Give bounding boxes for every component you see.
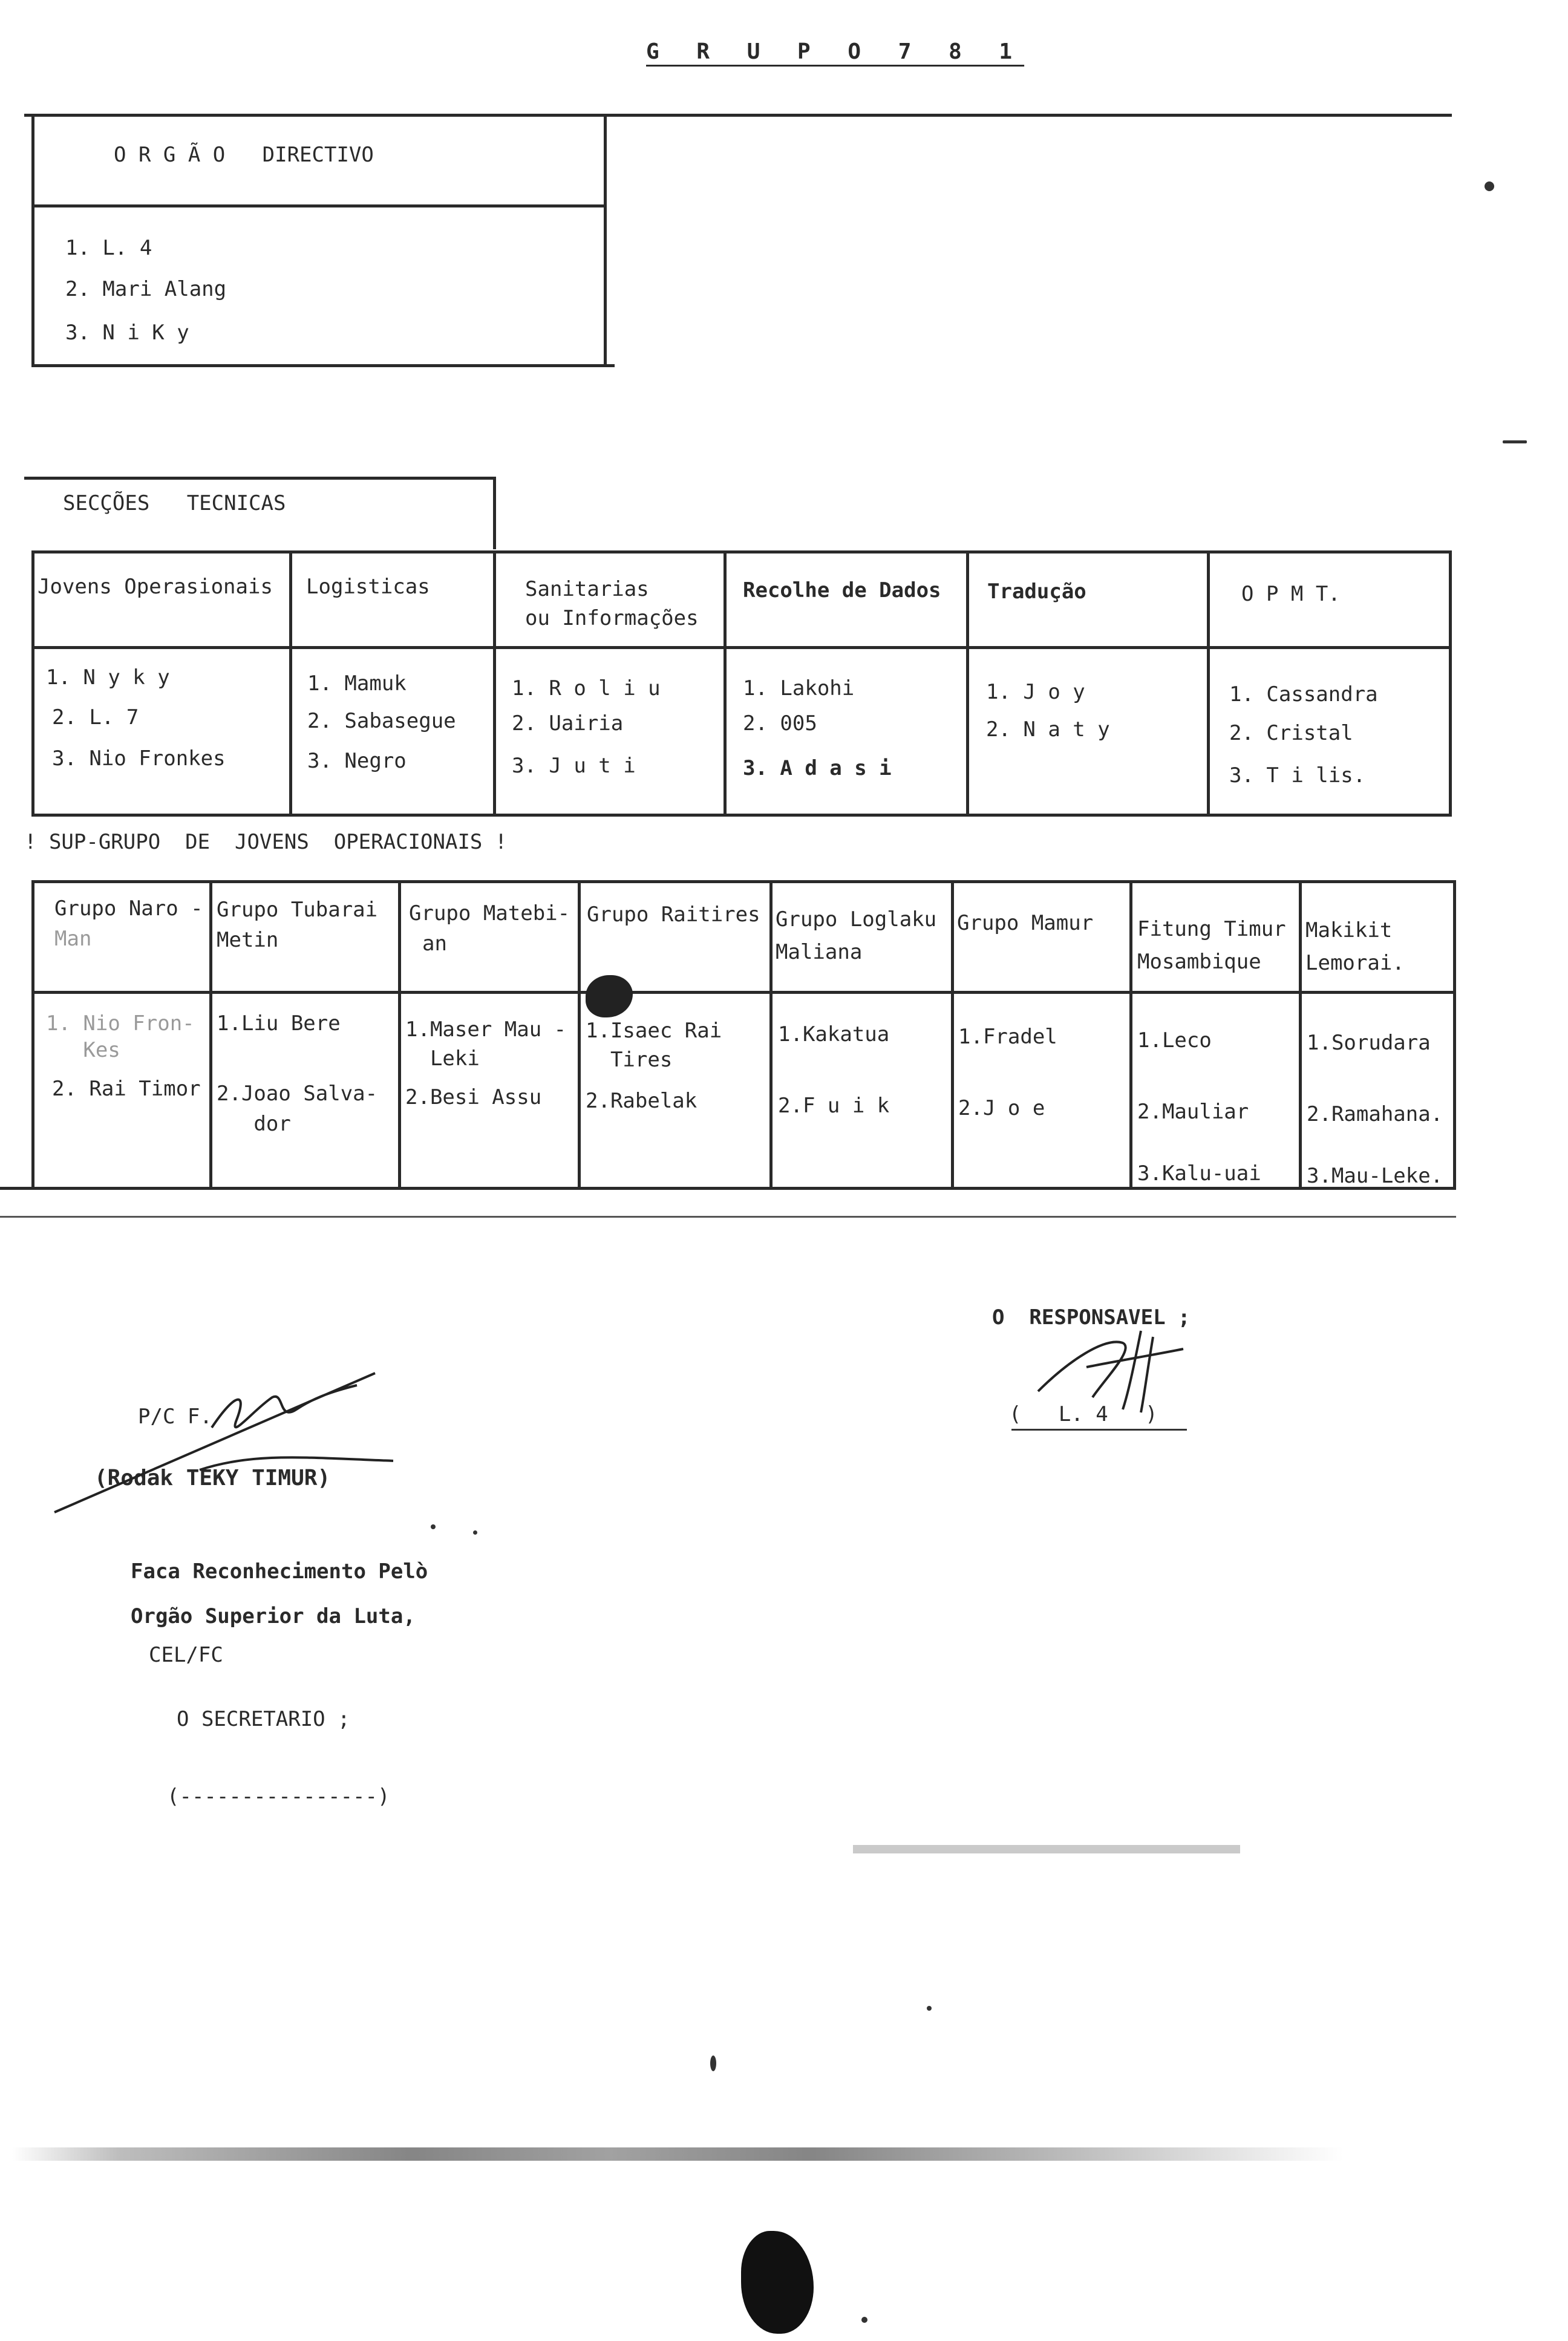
pc-label: P/C F. bbox=[138, 1405, 212, 1429]
subgrupo-item: 2.Mauliar bbox=[1137, 1100, 1249, 1124]
subgrupo-header: Grupo Mamur bbox=[957, 911, 1094, 935]
subgrupo-item: 1.Liu Bere bbox=[217, 1011, 341, 1036]
seccao-item: 1. Mamuk bbox=[307, 671, 407, 696]
responsavel-label: O RESPONSAVEL ; bbox=[992, 1305, 1191, 1330]
seccao-item: 1. R o l i u bbox=[512, 676, 661, 700]
secretario-blank: (----------------) bbox=[167, 1784, 390, 1809]
subgrupo-header: Fitung Timur bbox=[1137, 917, 1286, 941]
subgrupo-item: 2.Ramahana. bbox=[1307, 1102, 1443, 1126]
subgrupo-item: 2.Joao Salva- bbox=[217, 1082, 378, 1106]
responsavel-name: ( L. 4 ) bbox=[1009, 1402, 1158, 1426]
seccao-item: 1. J o y bbox=[986, 680, 1085, 704]
subgrupo-header: Man bbox=[54, 927, 92, 951]
seccao-item: 2. Cristal bbox=[1229, 721, 1353, 745]
orgao-heading: O R G Ã O DIRECTIVO bbox=[114, 143, 374, 167]
subgrupo-header: Grupo Naro - bbox=[54, 896, 203, 921]
seccao-item: 3. T i lis. bbox=[1229, 763, 1366, 788]
orgao-member: 2. Mari Alang bbox=[65, 277, 227, 301]
subgrupo-item: 2.F u i k bbox=[778, 1094, 890, 1118]
subgrupo-item: 3.Mau-Leke. bbox=[1307, 1164, 1443, 1188]
secretario-label: O SECRETARIO ; bbox=[177, 1707, 350, 1731]
subgrupo-item: 1.Isaec Rai bbox=[586, 1019, 722, 1043]
seccao-item: 2. 005 bbox=[743, 711, 817, 736]
subgrupo-item: Leki bbox=[405, 1046, 480, 1071]
subgrupo-item: 3.Kalu-uai bbox=[1137, 1161, 1261, 1186]
subgrupo-item: 1.Leco bbox=[1137, 1028, 1212, 1053]
orgao-member: 3. N i K y bbox=[65, 321, 189, 345]
subgrupo-item: 1.Maser Mau - bbox=[405, 1017, 567, 1042]
subgrupo-header: Grupo Tubarai bbox=[217, 898, 378, 922]
seccao-item: 1. Cassandra bbox=[1229, 682, 1378, 707]
subgrupo-header: Maliana bbox=[776, 940, 863, 964]
subgrupo-item: 1. Nio Fron- bbox=[46, 1011, 195, 1036]
seccao-item: 1. N y k y bbox=[46, 665, 170, 690]
subgrupo-header: Makikit bbox=[1305, 918, 1393, 942]
top-rule bbox=[24, 114, 1452, 117]
footer-line-3: CEL/FC bbox=[149, 1643, 223, 1667]
footer-line-2: Orgão Superior da Luta, bbox=[131, 1604, 416, 1628]
seccao-header: Sanitarias bbox=[525, 577, 649, 601]
subgrupo-header: Metin bbox=[217, 928, 279, 952]
subgrupo-header: Grupo Loglaku bbox=[776, 907, 937, 932]
subgrupo-item: 1.Sorudara bbox=[1307, 1031, 1431, 1055]
seccao-header: ou Informações bbox=[525, 606, 699, 630]
seccao-header: Logisticas bbox=[306, 575, 430, 599]
seccao-item: 1. Lakohi bbox=[743, 676, 855, 700]
subgrupo-item: 1.Fradel bbox=[958, 1025, 1057, 1049]
subgrupo-item: 2. Rai Timor bbox=[52, 1077, 201, 1101]
subgrupo-header: Grupo Matebi- bbox=[409, 901, 570, 926]
seccao-item: 2. N a t y bbox=[986, 717, 1110, 742]
seccao-item: 3. J u t i bbox=[512, 754, 636, 778]
subgrupo-item: Tires bbox=[586, 1048, 673, 1072]
subgrupo-header: an bbox=[422, 932, 447, 956]
seccao-item: 2. Uairia bbox=[512, 711, 624, 736]
subgrupo-header: Lemorai. bbox=[1305, 951, 1405, 975]
ink-blot bbox=[586, 975, 633, 1017]
subgrupo-item: 2.Rabelak bbox=[586, 1089, 697, 1113]
seccao-header: Recolhe de Dados bbox=[743, 578, 941, 602]
pc-name: (Rodak TEKY TIMUR) bbox=[94, 1466, 331, 1490]
seccao-item: 3. A d a s i bbox=[743, 756, 892, 780]
seccoes-heading: SECÇÕES TECNICAS bbox=[63, 491, 286, 515]
subgrupo-item: dor bbox=[217, 1112, 291, 1136]
seccao-item: 2. Sabasegue bbox=[307, 709, 456, 733]
seccao-header: O P M T. bbox=[1241, 582, 1341, 606]
subgrupo-item: 1.Kakatua bbox=[778, 1022, 890, 1046]
subgrupo-heading: ! SUP-GRUPO DE JOVENS OPERACIONAIS ! bbox=[24, 830, 508, 854]
subgrupo-item: 2.Besi Assu bbox=[405, 1085, 542, 1109]
subgrupo-header: Grupo Raitires bbox=[587, 903, 760, 927]
subgrupo-item: 2.J o e bbox=[958, 1096, 1045, 1120]
seccao-header: Jovens Operasionais bbox=[38, 575, 273, 599]
seccao-item: 3. Nio Fronkes bbox=[52, 746, 226, 771]
document-title: G R U P O 7 8 1 bbox=[646, 39, 1025, 64]
subgrupo-header: Mosambique bbox=[1137, 950, 1261, 974]
footer-line-1: Faca Reconhecimento Pelò bbox=[131, 1559, 428, 1584]
seccao-item: 2. L. 7 bbox=[52, 705, 139, 730]
orgao-member: 1. L. 4 bbox=[65, 236, 152, 260]
responsavel-underline bbox=[1011, 1429, 1187, 1431]
pc-signature bbox=[54, 1355, 393, 1512]
seccao-item: 3. Negro bbox=[307, 749, 407, 773]
subgrupo-item: Kes bbox=[46, 1038, 120, 1062]
seccao-header: Tradução bbox=[987, 580, 1086, 604]
